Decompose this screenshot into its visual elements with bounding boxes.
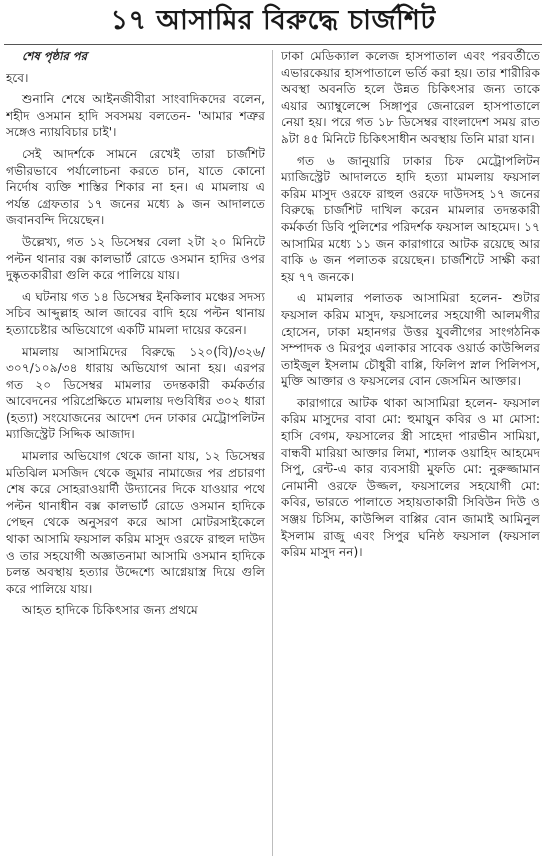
paragraph: শুনানি শেষে আইনজীবীরা সাংবাদিকদের বলেন, শহীদ ওসমান হাদি সবসময় বলতেন- 'আমার শত্রুর সঙ্গেও ন্যায়বিচার চাই'। — [6, 92, 265, 140]
headline-rule — [4, 44, 542, 45]
paragraph: আহত হাদিকে চিকিৎসার জন্য প্রথমে — [22, 603, 198, 618]
right-column — [281, 48, 540, 860]
column-divider — [272, 50, 273, 856]
paragraph: উল্লেখ্য, গত ১২ ডিসেম্বর বেলা ২টা ২০ মিনিটে পল্টন থানার বক্স কালভার্ট রোডে ওসমান হাদির ওপর দুষ্কৃতকারীরা গুলি করে পালিয়ে যায়। — [6, 234, 265, 283]
paragraph: ঢাকা মেডিক্যাল কলেজ হাসপাতাল এবং পরবর্তীতে এভারকেয়ার হাসপাতালে ভর্তি করা হয়। তার শারীরিক অবস্থা অবনতি হলে উন্নত চিকিৎসার জন্য তাকে এয়ার অ্যাম্বুলেন্সে সিঙ্গাপুর জেনারেল হাসপাতালে নেয়া হয়। পরে গত ১৮ ডিসেম্বর বাংলাদেশ সময় রাত ৯টা ৪৫ মিনিটে চিকিৎসাধীন অবস্থায় তিনি মারা যান। — [281, 49, 540, 146]
left-column — [6, 48, 265, 860]
paragraph: গত ৬ জানুয়ারি ঢাকার চিফ মেট্রোপলিটন ম্যাজিস্ট্রেট আদালতে হাদি হত্যা মামলায় ফয়সাল করিম মাসুদ ওরফে রাহুল ওরফে দাউদসহ ১৭ জনের বিরুদ্ধে চার্জশিট দাখিল করেন মামলার তদন্তকারী কর্মকর্তা ডিবি পুলিশের পরিদর্শক ফয়সাল আহমেদ। ১৭ আসামির মধ্যে ১১ জন কারাগারে আটক রয়েছে আর বাকি ৬ জন পলাতক রয়েছেন। চার্জশিটে সাক্ষী করা হয় ৭৭ জনকে। — [281, 153, 540, 284]
paragraph: সেই আদর্শকে সামনে রেখেই তারা চার্জশিট গভীরভাবে পর্যালোচনা করতে চান, যাতে কোনো নির্দোষ ব্যক্তি শাস্তির শিকার না হন। এ মামলায় এ পর্যন্ত গ্রেফতার ১৭ জনের মধ্যে ৯ জন আদালতে জবানবন্দি দিয়েছেন। — [6, 146, 265, 228]
paragraph: এ মামলার পলাতক আসামিরা হলেন- শুটার ফয়সাল করিম মাসুদ, ফয়সালের সহযোগী আলমগীর হোসেন, ঢাকা মহানগর উত্তর যুবলীগের সাংগঠনিক সম্পাদক ও মিরপুর এলাকার সাবেক ওয়ার্ড কাউন্সিলর তাইজুল ইসলাম চৌধুরী বাপ্পি, ফিলিপ স্নাল পিলিপস, মুক্তি আক্তার ও ফয়সলের বোন জেসমিন আক্তার। — [281, 291, 540, 389]
continued-label: শেষ পৃষ্ঠার পর — [22, 49, 87, 63]
headline: ১৭ আসামির বিরুদ্ধে চার্জশিট — [110, 5, 436, 36]
paragraph: এ ঘটনায় গত ১৪ ডিসেম্বর ইনকিলাব মঞ্চের সদস্য সচিব আব্দুল্লাহ আল জাবের বাদি হয়ে পল্টন থানায় হত্যাচেষ্টার অভিযোগে একটি মামলা দায়ের করেন। — [6, 289, 265, 337]
paragraph: মামলার অভিযোগ থেকে জানা যায়, ১২ ডিসেম্বর মতিঝিল মসজিদ থেকে জুমার নামাজের পর প্রচারণা শেষ করে সোহরাওয়ার্দী উদ্যানের দিকে যাওয়ার পথে পল্টন থানাধীন বক্স কালভার্ট রোডে ওসমান হাদিকে পেছন থেকে অনুসরণ করে আসা মোটরসাইকেলে থাকা আসামি ফয়সাল করিম মাসুদ ওরফে রাহুল দাউদ ও তার সহযোগী অজ্ঞাতনামা আসামি ওসমান হাদিকে চলন্ত অবস্থায় হত্যার উদ্দেশ্যে আগ্নেয়াস্ত্র দিয়ে গুলি করে পালিয়ে যায়। — [6, 449, 265, 596]
paragraph: হবে। — [6, 70, 29, 85]
paragraph: মামলায় আসামিদের বিরুদ্ধে ১২০(বি)/৩২৬/ ৩০৭/১০৯/৩৪ ধারায় অভিযোগ আনা হয়। এরপর গত ২০ ডিসেম্বর মামলার তদন্তকারী কর্মকর্তার আবেদনের পরিপ্রেক্ষিতে মামলায় দণ্ডবিধির ৩০২ ধারা (হত্যা) সংযোজনের আদেশ দেন ঢাকার মেট্রোপলিটন ম্যাজিস্ট্রেট সিদ্দিক আজাদ। — [6, 344, 265, 442]
paragraph: কারাগারে আটক থাকা আসামিরা হলেন- ফয়সাল করিম মাসুদের বাবা মো: হুমায়ুন কবির ও মা মোসা: হাসি বেগম, ফয়সালের স্ত্রী সাহেদা পারভীন সামিয়া, বান্ধবী মারিয়া আক্তার লিমা, শ্যালক ওয়াহিদ আহমেদ সিপু, রেন্ট-এ কার ব্যবসায়ী মুফতি মো: নুরুজ্জামান নোমানী ওরফে উজ্জল, ফয়সালের সহযোগী মো: কবির, ভারতে পালাতে সহায়তাকারী সিবিউন দিউ ও সঞ্জয় চিসিম, কাউন্সিল বাপ্পির বোন জামাই আমিনুল ইসলাম রাজু এবং সিপুর ঘনিষ্ঠ ফয়সাল (ফয়সাল করিম মাসুদ নন)। — [281, 395, 540, 560]
